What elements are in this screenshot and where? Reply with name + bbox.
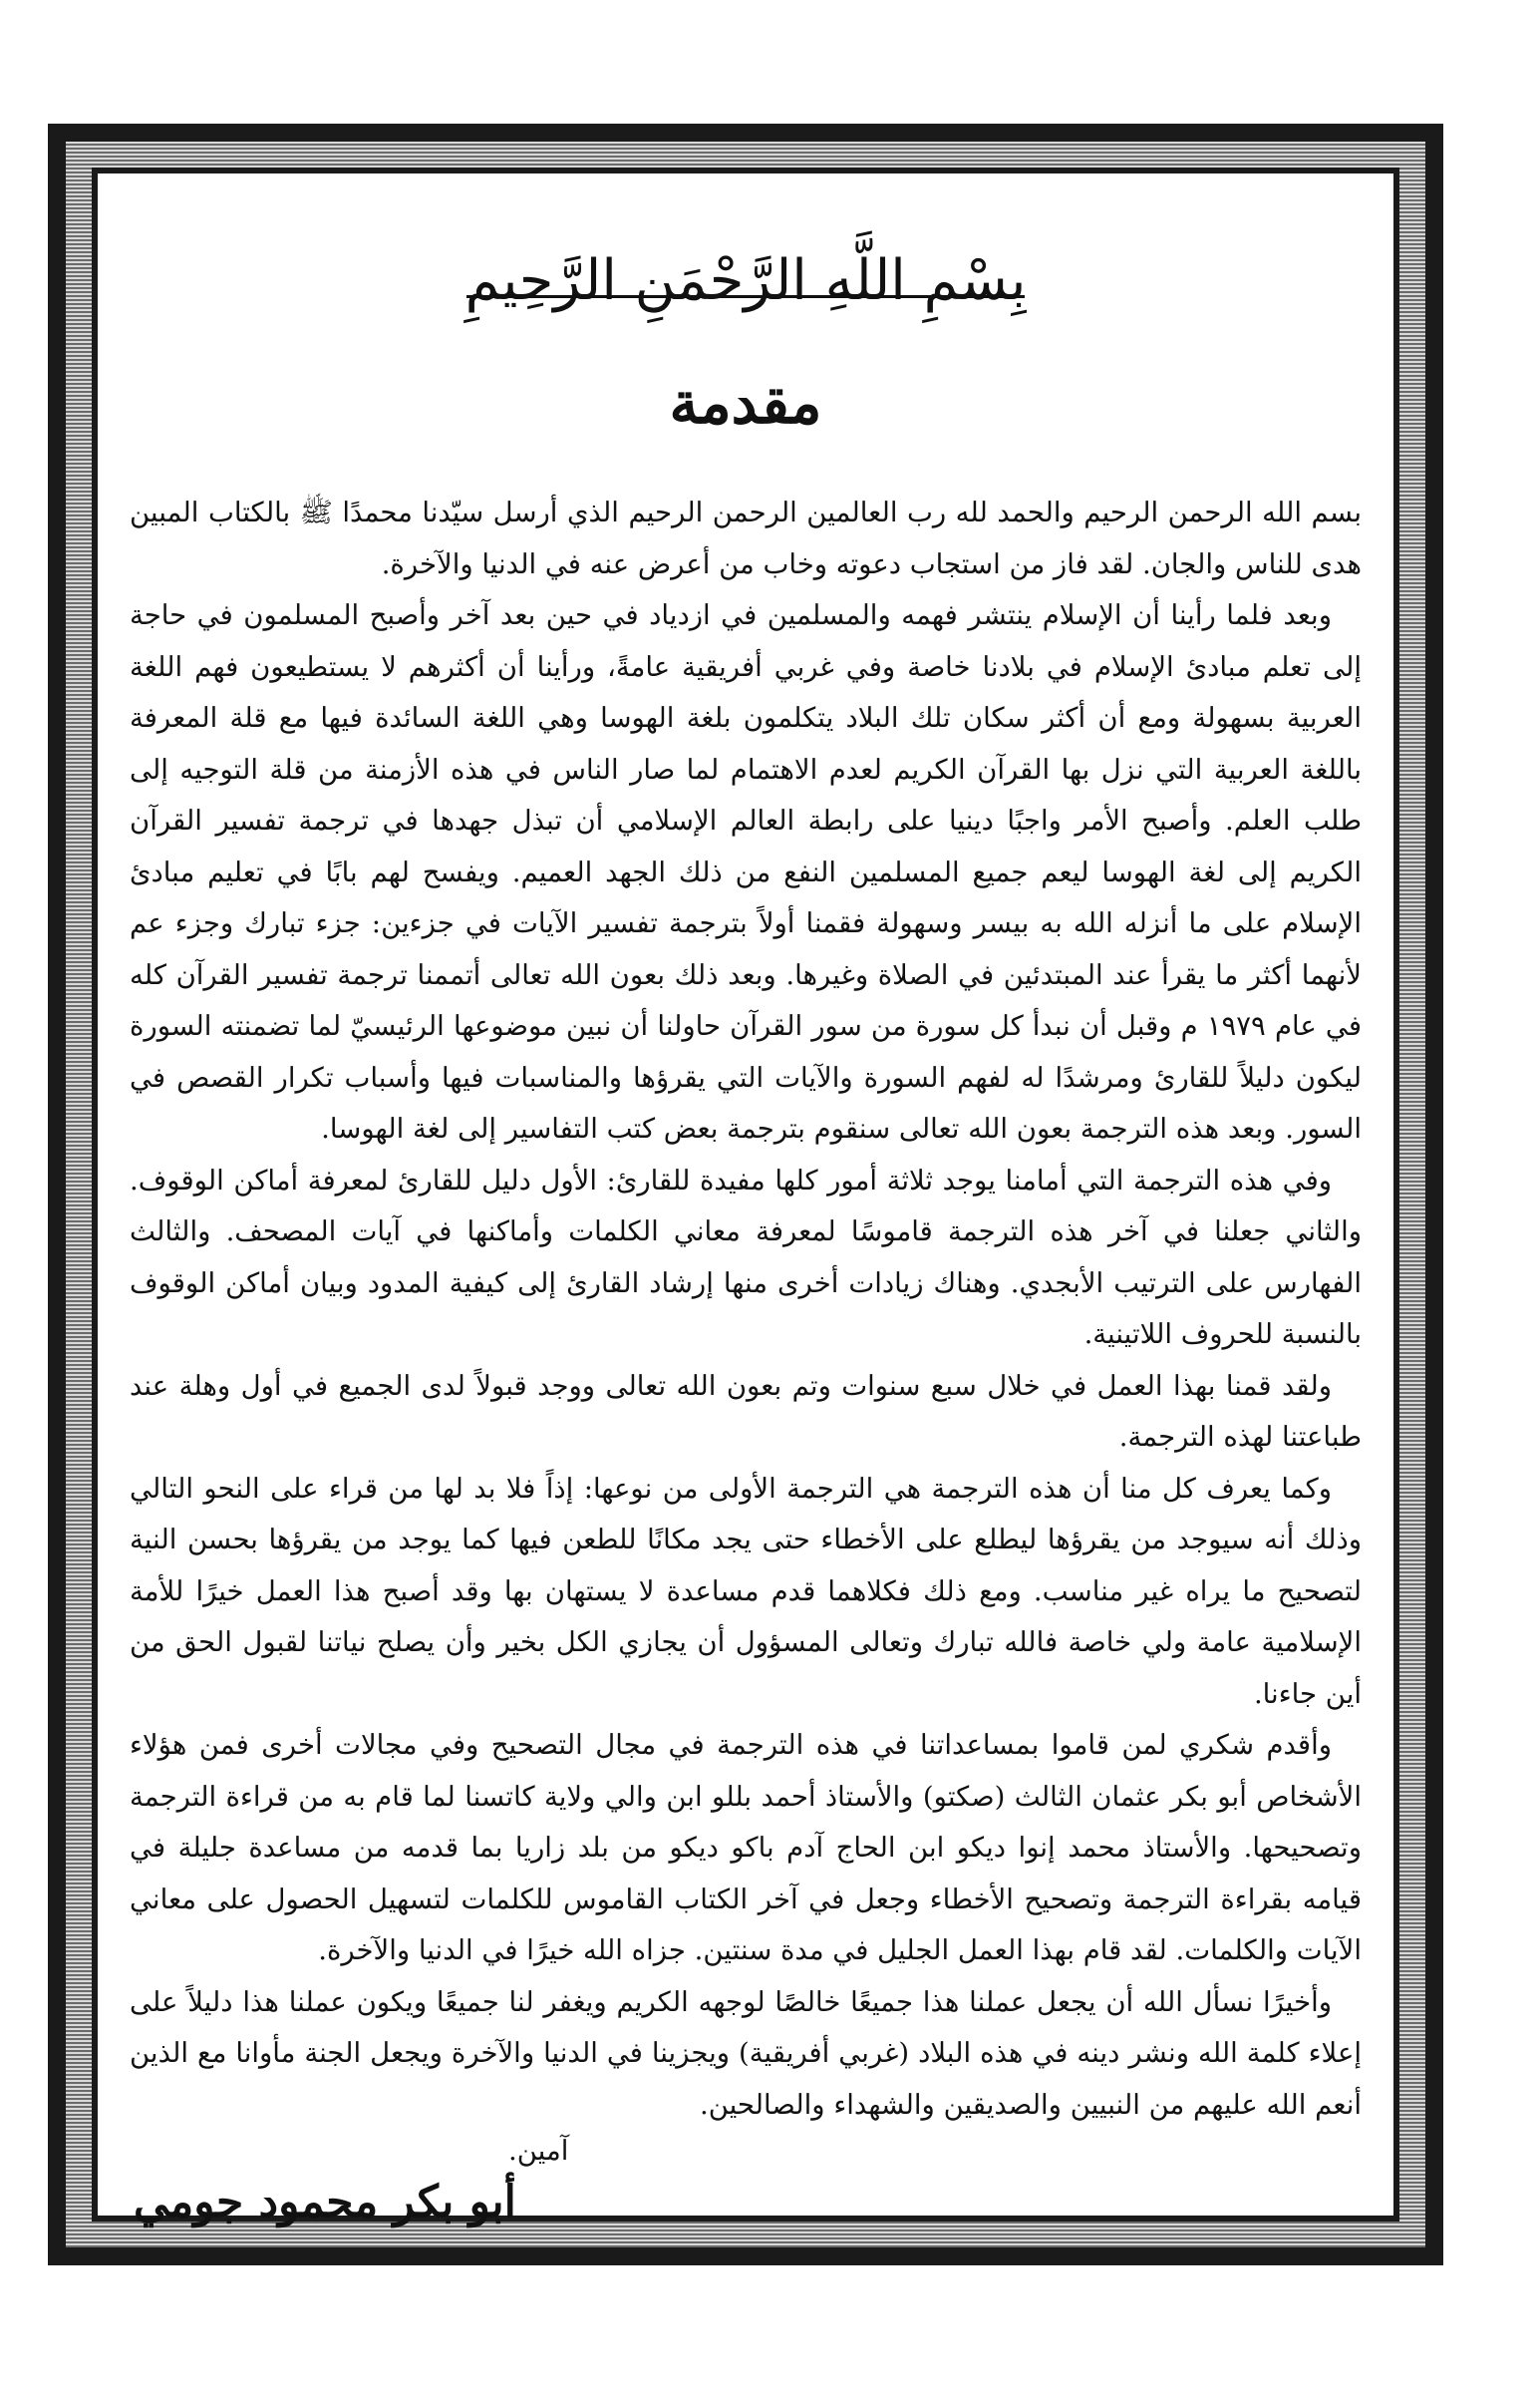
paragraph: بسم الله الرحمن الرحيم والحمد لله رب العالمين الرحمن الرحيم الذي أرسل سيّدنا محمدًا ﷺ بالكتاب المبين هدى للناس والجان. لقد فاز من استجاب دعوته وخاب من أعرض عنه في الدنيا والآخرة. [130,497,1362,580]
introduction-text [130,488,1362,2131]
closing-amen: آمين. [508,2135,569,2167]
page-frame [48,124,1443,2265]
paragraph: وبعد فلما رأينا أن الإسلام ينتشر فهمه والمسلمين في ازدياد في حين بعد آخر وأصبح المسلمون في حاجة إلى تعلم مبادئ الإسلام في بلادنا خاصة وفي غربي أفريقية عامةً، ورأينا أن أكثرهم لا يستطيعون فهم اللغة العربية بسهولة ومع أن أكثر سكان تلك البلاد يتكلمون بلغة الهوسا وهي اللغة السائدة فيها مع قلة المعرفة باللغة العربية التي نزل بها القرآن الكريم لعدم الاهتمام لما صار الناس في هذه الأزمنة من قلة التوجيه إلى طلب العلم. وأصبح الأمر واجبًا دينيا على رابطة العالم الإسلامي أن تبذل جهدها في ترجمة تفسير القرآن الكريم إلى لغة الهوسا ليعم جميع المسلمين النفع من ذلك الجهد العميم. ويفسح لهم بابًا في تعليم مبادئ الإسلام على ما أنزله الله به بيسر وسهولة فقمنا أولاً بترجمة تفسير الآيات في جزءين: جزء تبارك وجزء عم لأنهما أكثر ما يقرأ عند المبتدئين في الصلاة وغيرها. وبعد ذلك بعون الله تعالى أتممنا ترجمة تفسير القرآن كله في عام ١٩٧٩ م وقبل أن نبدأ كل سورة من سور القرآن حاولنا أن نبين موضوعها الرئيسيّ لما تضمنته السورة ليكون دليلاً للقارئ ومرشدًا له لفهم السورة والآيات التي يقرؤها والمناسبات فيها وأسباب تكرار القصص في السور. وبعد هذه الترجمة بعون الله تعالى سنقوم بترجمة بعض كتب التفاسير إلى لغة الهوسا. [130,599,1362,1145]
paragraph: وفي هذه الترجمة التي أمامنا يوجد ثلاثة أمور كلها مفيدة للقارئ: الأول دليل للقارئ لمعرفة أماكن الوقوف. والثاني جعلنا في آخر هذه الترجمة قاموسًا لمعرفة معاني الكلمات وأماكنها في آيات المصحف. والثالث الفهارس على الترتيب الأبجدي. وهناك زيادات أخرى منها إرشاد القارئ إلى كيفية المدود وبيان أماكن الوقوف بالنسبة للحروف اللاتينية. [130,1164,1362,1350]
paragraph: ولقد قمنا بهذا العمل في خلال سبع سنوات وتم بعون الله تعالى ووجد قبولاً لدى الجميع في أول وهلة عند طباعتنا لهذه الترجمة. [130,1369,1362,1453]
paragraph: وأقدم شكري لمن قاموا بمساعداتنا في هذه الترجمة في مجال التصحيح وفي مجالات أخرى فمن هؤلاء الأشخاص أبو بكر عثمان الثالث (صكتو) والأستاذ أحمد بللو ابن والي ولاية كاتسنا لما قام به من قراءة الترجمة وتصحيحها. والأستاذ محمد إنوا ديكو ابن الحاج آدم باكو ديكو من بلد زاريا بما قدمه من مساعدة جليلة في قيامه بقراءة الترجمة وتصحيح الأخطاء وجعل في آخر الكتاب القاموس للكلمات لتسهيل الحصول على معاني الآيات والكلمات. لقد قام بهذا العمل الجليل في مدة سنتين. جزاه الله خيرًا في الدنيا والآخرة. [130,1729,1362,1966]
page-body [98,173,1393,2227]
page-title: مقدمة [669,369,822,437]
content [130,213,1362,2227]
paragraph: وكما يعرف كل منا أن هذه الترجمة هي الترجمة الأولى من نوعها: إذاً فلا بد لها من قراء على النحو التالي وذلك أنه سيوجد من يقرؤها ليطلع على الأخطاء حتى يجد مكانًا للطعن فيها كما يوجد من يقرؤها بحسن النية لتصحيح ما يراه غير مناسب. ومع ذلك فكلاهما قدم مساعدة لا يستهان بها وقد أصبح هذا العمل خيرًا للأمة الإسلامية عامة ولي خاصة فالله تبارك وتعالى المسؤول أن يجازي الكل بخير وأن يصلح نياتنا لقبول الحق من أين جاءنا. [130,1472,1362,1710]
author-signature: أبو بكر محمود جومي [134,2177,516,2227]
paragraph: وأخيرًا نسأل الله أن يجعل عملنا هذا جميعًا خالصًا لوجهه الكريم ويغفر لنا جميعًا ويكون عملنا هذا دليلاً على إعلاء كلمة الله ونشر دينه في هذه البلاد (غربي أفريقية) ويجزينا في الدنيا والآخرة ويجعل الجنة مأوانا مع الذين أنعم الله عليهم من النبيين والصديقين والشهداء والصالحين. [130,1985,1362,2121]
basmala: بِسْمِ اللَّهِ الرَّحْمَنِ الرَّحِيمِ [464,248,1027,313]
